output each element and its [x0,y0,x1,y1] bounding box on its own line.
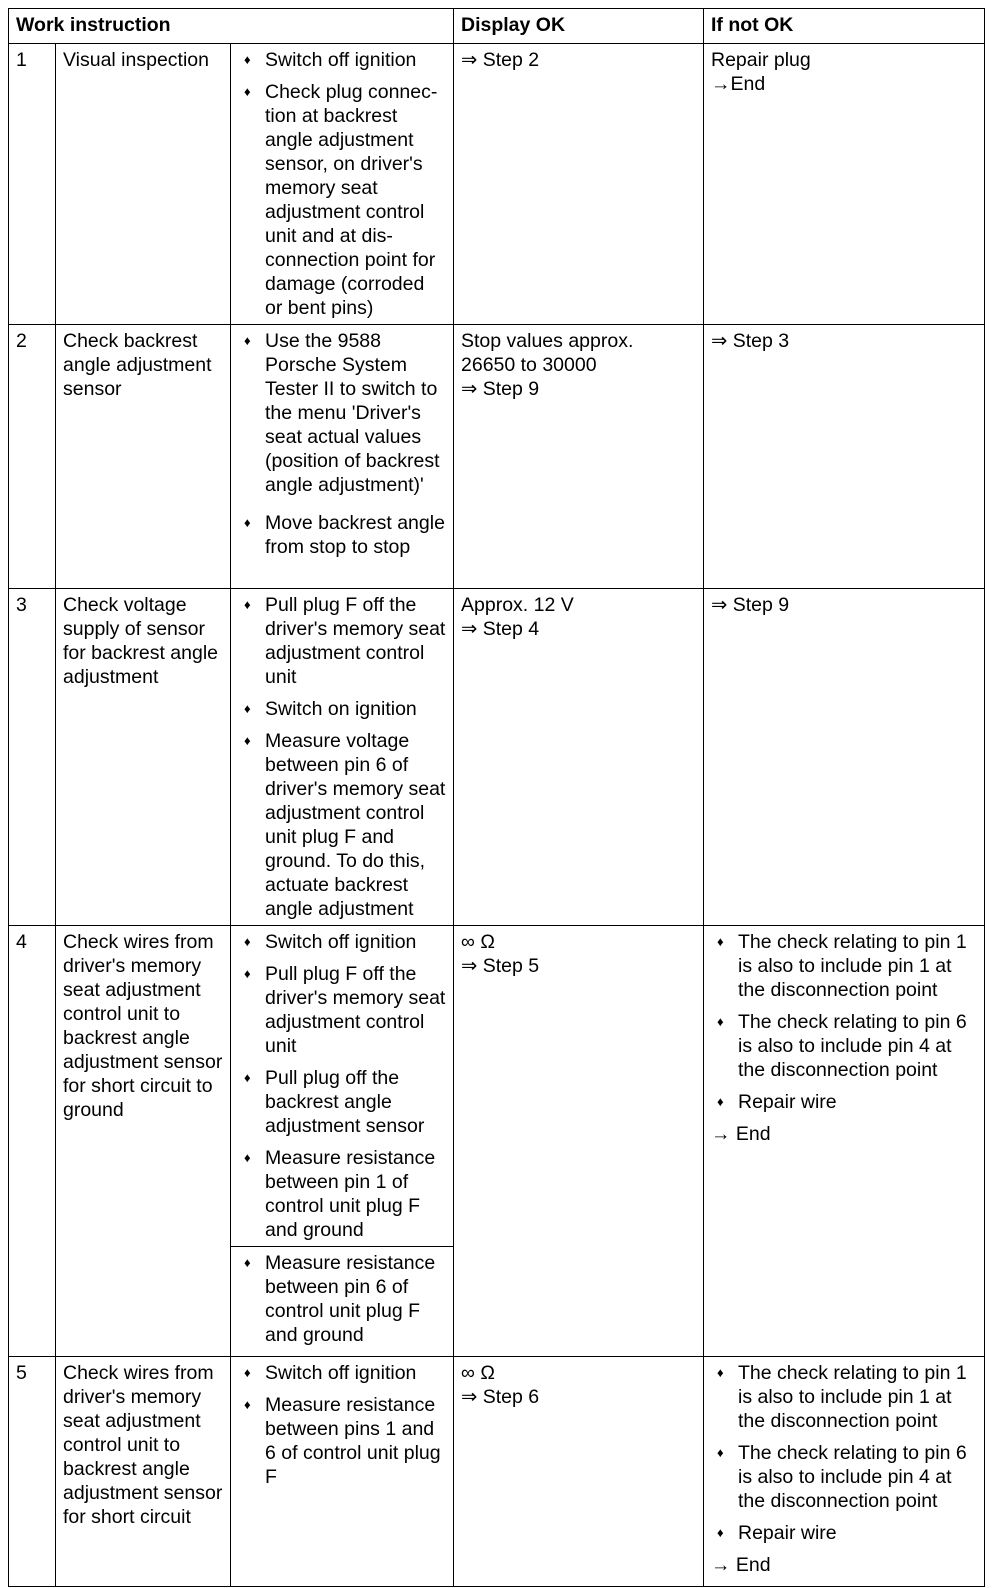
action-item: ♦ Switch off ignition [244,49,417,71]
step-actions [231,44,454,325]
bullet-icon: ♦ [717,1365,724,1380]
display-ok-cell [454,926,704,1357]
header-if-not-ok: If not OK [704,9,985,44]
display-ok-line: Approx. 12 V [461,594,574,616]
action-item: ♦ Switch off ignition [244,1362,417,1384]
not-ok-item: ♦ The check relating to pin 1 is also to include pin 1 at the disconnection point [717,1362,967,1432]
action-item: ♦ Measure resistance between pins 1 and 6 of control unit plug F [244,1394,441,1488]
not-ok-end: → End [711,1554,771,1576]
not-ok-line: ⇒ Step 3 [711,330,790,352]
step-actions [231,325,454,589]
action-item: ♦ Pull plug off the backrest angle adjustment sensor [244,1067,425,1137]
bullet-icon: ♦ [244,1070,251,1085]
step-title: Check wires from driver's memory seat adjustment control unit to backrest angle adjustment sensor for short circuit to ground [56,926,231,1357]
action-item: ♦ Use the 9588 Porsche System Tester II to switch to the menu 'Driver's seat actual values (position of backrest angle adjustment)' [244,330,440,496]
step-actions [231,1247,454,1357]
bullet-icon: ♦ [244,934,251,949]
work-instruction-table [8,8,985,1587]
action-item: ♦ Measure resistance between pin 6 of control unit plug F and ground [244,1252,436,1346]
display-ok-line: ⇒ Step 9 [461,378,540,400]
display-ok-cell [454,325,704,589]
step-title: Check voltage supply of sensor for backrest angle adjustment [56,589,231,926]
action-item: ♦ Pull plug F off the driver's memory seat adjustment control unit [244,594,446,688]
display-ok-line: ⇒ Step 6 [461,1386,540,1408]
bullet-icon: ♦ [244,597,251,612]
step-row-3 [9,589,985,926]
bullet-icon: ♦ [244,52,251,67]
not-ok-item: ♦ Repair wire [717,1522,837,1544]
bullet-icon: ♦ [717,934,724,949]
bullet-icon: ♦ [244,84,251,99]
not-ok-cell [704,44,985,325]
step-actions [231,926,454,1247]
display-ok-cell [454,44,704,325]
not-ok-end: → End [711,1123,771,1145]
action-item: ♦ Move backrest angle from stop to stop [244,512,445,558]
bullet-icon: ♦ [244,1365,251,1380]
action-item: ♦ Switch on ignition [244,698,417,720]
not-ok-item: ♦ The check relating to pin 6 is also to include pin 4 at the disconnection point [717,1011,967,1081]
step-number: 3 [9,589,56,926]
display-ok-line: ⇒ Step 4 [461,618,540,640]
not-ok-line: ⇒ Step 9 [711,594,790,616]
step-row-1 [9,44,985,325]
bullet-icon: ♦ [244,1150,251,1165]
step-actions [231,589,454,926]
step-row-4 [9,926,985,1247]
display-ok-cell [454,589,704,926]
display-ok-line: 26650 to 30000 [461,354,597,376]
step-title: Check backrest angle adjustment sensor [56,325,231,589]
not-ok-item: ♦ The check relating to pin 6 is also to include pin 4 at the disconnection point [717,1442,967,1512]
not-ok-cell [704,926,985,1357]
display-ok-line: ∞ Ω [461,1362,495,1384]
bullet-icon: ♦ [244,966,251,981]
not-ok-cell [704,589,985,926]
not-ok-cell [704,325,985,589]
not-ok-item: ♦ The check relating to pin 1 is also to include pin 1 at the disconnection point [717,931,967,1001]
step-title: Check wires from driver's memory seat adjustment control unit to backrest angle adjustment sensor for short circuit [56,1357,231,1587]
step-number: 4 [9,926,56,1357]
action-item: ♦ Check plug connection at backrest angle adjustment sensor, on driver's memory seat adjustment control unit and at disconnection point for damage (corroded or bent pins) [244,81,438,319]
not-ok-line: →End [711,73,766,95]
bullet-icon: ♦ [244,733,251,748]
bullet-icon: ♦ [717,1525,724,1540]
bullet-icon: ♦ [244,1397,251,1412]
action-item: ♦ Measure voltage between pin 6 of driver's memory seat adjustment control unit plug F and ground. To do this, actuate backrest angle adjustment [244,730,446,920]
step-title: Visual inspection [56,44,231,325]
step-number: 1 [9,44,56,325]
bullet-icon: ♦ [717,1014,724,1029]
step-row-5 [9,1357,985,1587]
bullet-icon: ♦ [717,1445,724,1460]
not-ok-item: ♦ Repair wire [717,1091,837,1113]
display-ok-line: ⇒ Step 2 [461,49,540,71]
action-item: ♦ Pull plug F off the driver's memory seat adjustment control unit [244,963,446,1057]
bullet-icon: ♦ [717,1094,724,1109]
display-ok-cell [454,1357,704,1587]
bullet-icon: ♦ [244,1255,251,1270]
bullet-icon: ♦ [244,701,251,716]
step-number: 2 [9,325,56,589]
header-work-instruction: Work instruction [9,9,454,44]
display-ok-line: Stop values approx. [461,330,634,352]
display-ok-line: ∞ Ω [461,931,495,953]
action-item: ♦ Switch off ignition [244,931,417,953]
action-item: ♦ Measure resistance between pin 1 of control unit plug F and ground [244,1147,436,1241]
step-row-2 [9,325,985,589]
step-number: 5 [9,1357,56,1587]
display-ok-line: ⇒ Step 5 [461,955,540,977]
header-row [9,9,985,44]
header-display-ok: Display OK [454,9,704,44]
step-actions [231,1357,454,1587]
bullet-icon: ♦ [244,333,251,348]
bullet-icon: ♦ [244,515,251,530]
not-ok-line: Repair plug [711,49,811,71]
not-ok-cell [704,1357,985,1587]
